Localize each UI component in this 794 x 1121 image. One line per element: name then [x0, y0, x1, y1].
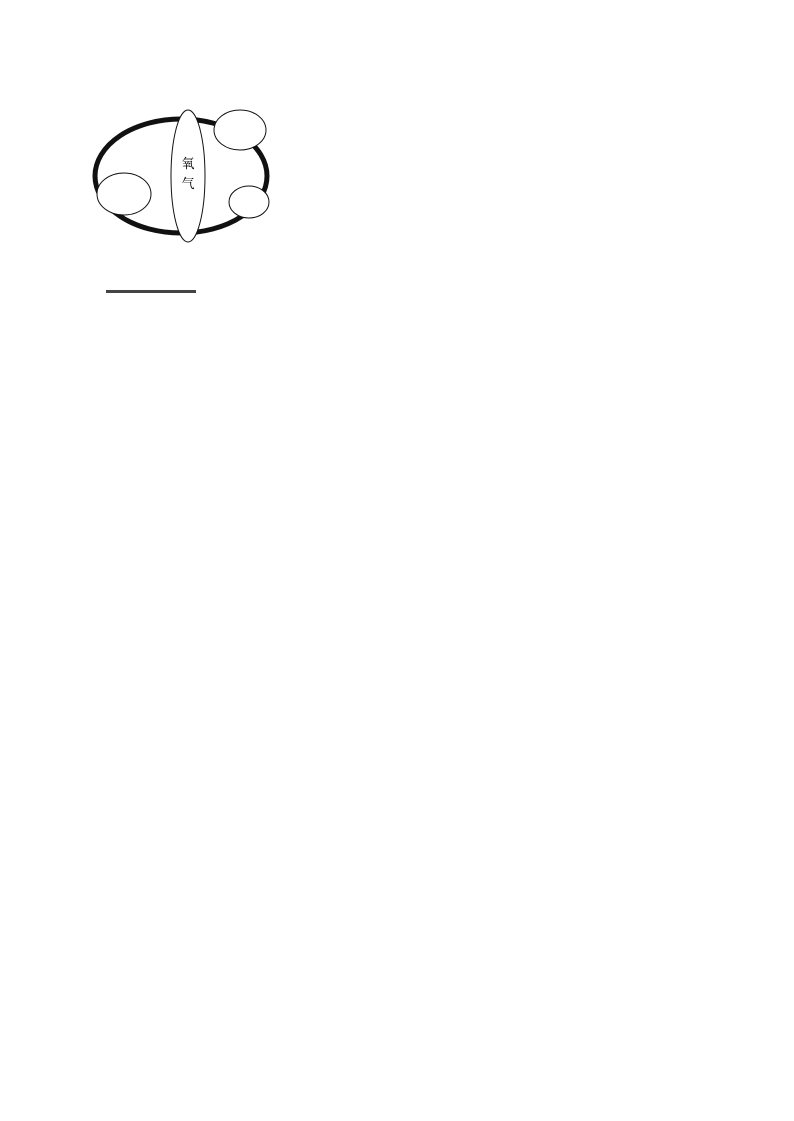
center-ellipse	[171, 110, 205, 242]
knowledge-banner	[92, 246, 704, 300]
center-label-1: 氧	[181, 157, 195, 172]
banner-underline	[106, 290, 196, 293]
use-bubble	[229, 186, 269, 218]
chem-bubble	[214, 110, 266, 150]
mind-map-diagram	[92, 106, 704, 246]
content-body	[92, 106, 704, 300]
center-label-2: 气	[181, 177, 195, 192]
mind-map-svg	[92, 106, 704, 246]
phys-bubble	[97, 173, 151, 215]
